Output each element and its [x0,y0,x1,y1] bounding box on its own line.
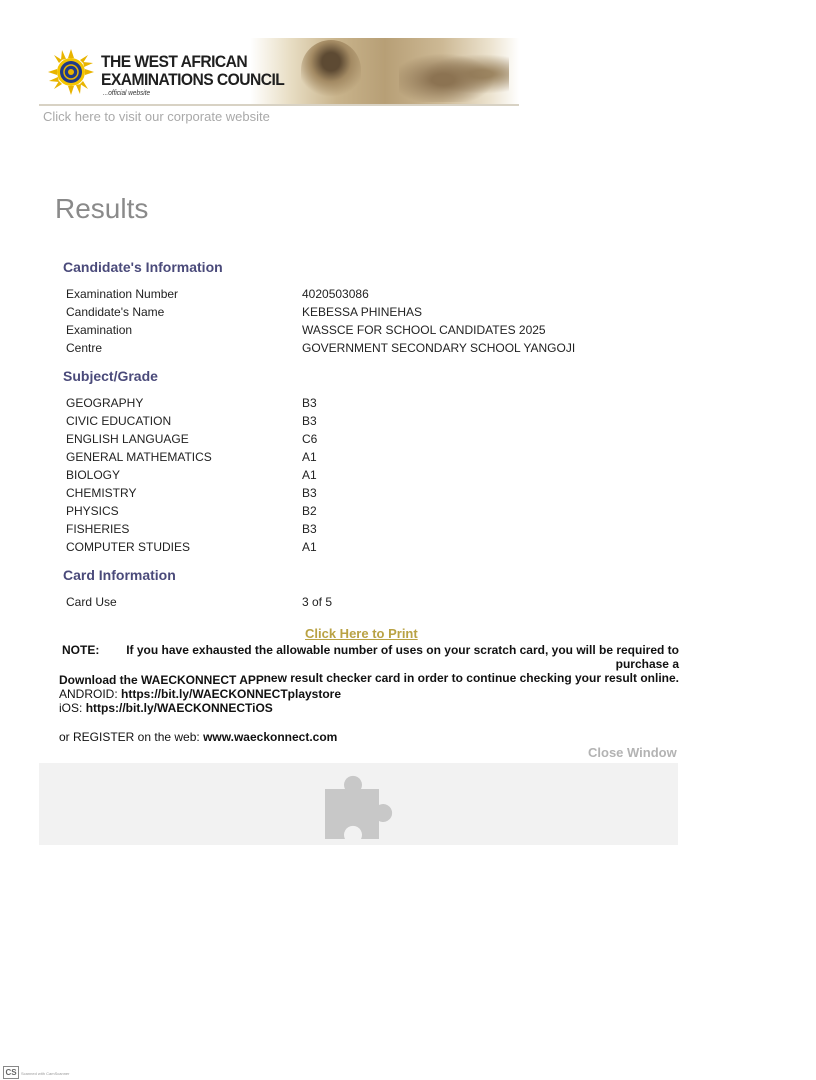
camscanner-text: Scanned with CamScanner [21,1071,70,1076]
info-label: Examination Number [66,287,179,301]
info-row [66,341,666,359]
register-text: or REGISTER on the web: [59,730,200,744]
subject-grade-heading: Subject/Grade [63,368,158,384]
ios-label: iOS: [59,701,83,715]
waec-header-banner[interactable] [39,38,519,106]
subject-name: CIVIC EDUCATION [66,414,172,428]
subject-grade: B2 [302,504,317,518]
grade-row [66,522,666,540]
download-heading: Download the WAECKONNECT APP [59,673,264,687]
camscanner-watermark [3,1062,69,1080]
org-name-line2: EXAMINATIONS COUNCIL [101,70,285,89]
card-use-value: 3 of 5 [302,595,333,609]
print-link[interactable]: Click Here to Print [305,626,418,641]
subject-name: CHEMISTRY [66,486,137,500]
android-link[interactable]: https://bit.ly/WAECKONNECTplaystore [121,687,342,701]
official-website-tagline: ...official website [102,90,151,97]
waec-logo-icon [47,48,95,96]
info-row [66,287,666,305]
subject-grade: A1 [302,540,317,554]
card-info-heading: Card Information [63,567,176,583]
page-title: Results [55,193,149,224]
grade-row [66,414,666,432]
subject-grade: A1 [302,468,317,482]
card-use-row [66,595,666,613]
subject-name: GEOGRAPHY [66,396,144,410]
candidate-info-heading: Candidate's Information [63,259,223,275]
info-value: KEBESSA PHINEHAS [302,305,423,319]
subject-grade: B3 [302,522,317,536]
note-line1: If you have exhausted the allowable number of uses on your scratch card, you will be required to purchase a [126,643,679,671]
org-name-line1: THE WEST AFRICAN [101,52,248,71]
info-value: 4020503086 [302,287,369,301]
org-name [101,53,284,98]
grade-row [66,540,666,558]
subject-grade: B3 [302,414,317,428]
subject-name: PHYSICS [66,504,119,518]
subject-name: GENERAL MATHEMATICS [66,450,212,464]
puzzle-piece-icon [323,767,397,841]
grade-row [66,396,666,414]
subject-name: ENGLISH LANGUAGE [66,432,189,446]
banner-photo-figure [301,40,361,102]
android-label: ANDROID: [59,687,118,701]
register-link[interactable]: www.waeckonnect.com [203,730,338,744]
info-row [66,323,666,341]
close-window-link[interactable]: Close Window [588,745,677,760]
card-use-label: Card Use [66,595,117,609]
ios-link[interactable]: https://bit.ly/WAECKONNECTiOS [85,701,273,715]
app-download-block [59,673,341,715]
subject-grade: C6 [302,432,318,446]
grade-row [66,432,666,450]
grade-row [66,468,666,486]
camscanner-badge: CS [3,1066,19,1079]
corporate-website-link[interactable]: Click here to visit our corporate website [43,109,270,124]
grade-row [66,450,666,468]
subject-grade: B3 [302,396,317,410]
info-value: WASSCE FOR SCHOOL CANDIDATES 2025 [302,323,546,337]
plugin-placeholder[interactable] [39,763,678,845]
info-label: Examination [66,323,133,337]
banner-photo-students [399,46,509,102]
subject-grade: A1 [302,450,317,464]
subject-name: BIOLOGY [66,468,121,482]
subject-grade: B3 [302,486,317,500]
note-lead: NOTE: [62,643,100,657]
info-label: Candidate's Name [66,305,165,319]
subject-name: COMPUTER STUDIES [66,540,191,554]
info-label: Centre [66,341,103,355]
info-value: GOVERNMENT SECONDARY SCHOOL YANGOJI [302,341,576,355]
info-row [66,305,666,323]
note-line2: new result checker card in order to continue checking your result online. [263,671,679,685]
grade-row [66,504,666,522]
grade-row [66,486,666,504]
register-line [59,730,337,744]
subject-name: FISHERIES [66,522,130,536]
